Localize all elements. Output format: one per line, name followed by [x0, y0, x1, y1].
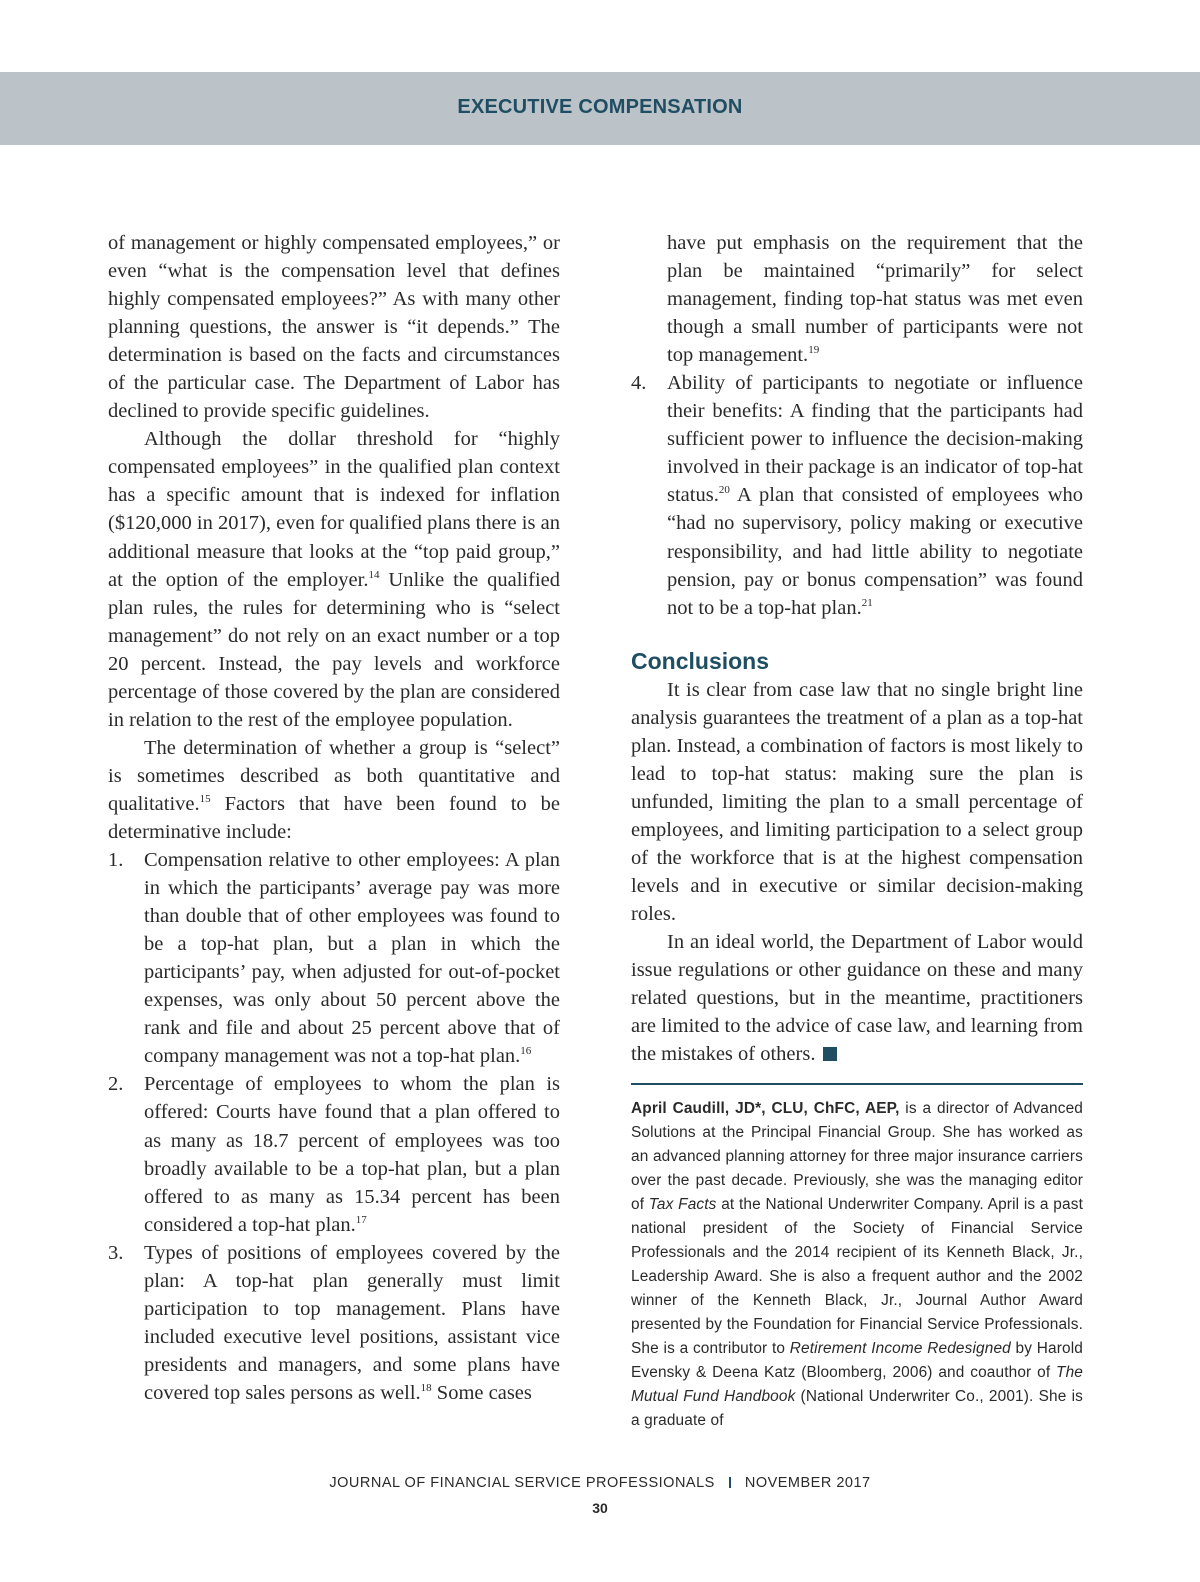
footnote-ref: 20: [718, 484, 730, 497]
paragraph: Although the dollar threshold for “highly compensated employees” in the qualified plan context has a specific amount that is indexed for inflation ($120,000 in 2017), even for qualified plans there is an additional measure that looks at the “top paid group,” at the option of the employer.$^{14}$ Unlike the qualified plan rules, the rules for determining who is “select management” do not rely on an exact number or a top 20 percent. Instead, the pay levels and workforce percentage of those covered by the plan are considered in relation to the rest of the employee population.: [108, 428, 560, 731]
footnote-ref: 18: [420, 1382, 432, 1395]
footnote-ref: 19: [808, 344, 820, 357]
publication-title: The Mutual Fund Handbook: [631, 1364, 1083, 1406]
footer-journal: [0, 1475, 1200, 1491]
footnote-ref: 15: [199, 793, 211, 806]
list-item: 1. Compensation relative to other employees: A plan in which the participants’ average pay was more than double that of other employees was found to be a top-hat plan, but a plan in which the participants’ pay, when adjusted for out-of-pocket expenses, was only about 50 percent above the rank and file and about 25 percent above that of company management was not a top-hat plan.$^{16}$: [108, 846, 560, 1070]
publication-title: Retirement Income Redesigned: [789, 1340, 1011, 1358]
paragraph: It is clear from case law that no single bright line analysis guarantees the treatment of a plan as a top-hat plan. Instead, a combination of factors is most likely to lead to top-hat status: making sure the plan is unfunded, limiting the plan to a small percentage of employees, and limiting participation to a select group of the workforce that is at the highest compensation levels and in executive or similar decision-making roles.: [631, 678, 1083, 926]
end-mark-icon: [823, 1047, 837, 1061]
list-item: 3. Types of positions of employees covered by the plan: A top-hat plan generally must limit participation to top management. Plans have included executive level positions, assistant vice presidents and managers, and some plans have covered top sales persons as well.$^{18}$ Some cases: [108, 1239, 560, 1407]
left-column: [108, 229, 560, 1407]
footer-separator: [729, 1477, 731, 1488]
factors-list: [108, 846, 560, 1407]
list-item-continued: have put emphasis on the requirement that the plan be maintained “primarily” for select management, finding top-hat status was met even though a small number of participants were not top management.$^{19}$: [667, 232, 1083, 367]
footnote-ref: 17: [355, 1213, 367, 1226]
paragraph: The determination of whether a group is “select” is sometimes described as both quantitative and qualitative.$^{15}$ Factors that have been found to be determinative include:: [108, 736, 560, 843]
footnote-ref: 14: [368, 568, 380, 581]
bio-divider: [631, 1083, 1083, 1085]
page-number: 30: [592, 1500, 608, 1516]
list-item: 2. Percentage of employees to whom the plan is offered: Courts have found that a plan offered to as many as 18.7 percent of employees was too broadly available to be a top-hat plan, but a plan offered to as many as 15.34 percent has been considered a top-hat plan.$^{17}$: [108, 1070, 560, 1238]
paragraph: of management or highly compensated employees,” or even “what is the compensation level that defines highly compensated employees?” As with many other planning questions, the answer is “it depends.” The determination is based on the facts and circumstances of the particular case. The Department of Labor has declined to provide specific guidelines.: [108, 232, 560, 423]
section-title: EXECUTIVE COMPENSATION: [457, 96, 743, 118]
author-name: April Caudill, JD*, CLU, ChFC, AEP,: [631, 1100, 900, 1118]
author-bio: April Caudill, JD*, CLU, ChFC, AEP, is a director of Advanced Solutions at the Principal Financial Group. She has worked as an advanced planning attorney for three major insurance carriers over the past decade. Previously, she was the managing editor of Tax Facts at the National Underwriter Company. April is a past national president of the Society of Financial Service Professionals and the 2014 recipient of its Kenneth Black, Jr., Leadership Award. She is also a frequent author and the 2002 winner of the Kenneth Black, Jr., Journal Author Award presented by the Foundation for Financial Service Professionals. She is a contributor to Retirement Income Redesigned by Harold Evensky & Deena Katz (Bloomberg, 2006) and coauthor of The Mutual Fund Handbook (National Underwriter Co., 2001). She is a graduate of: [631, 1100, 1083, 1430]
list-number: 1.: [108, 849, 124, 872]
footnote-ref: 16: [520, 1045, 532, 1058]
footnote-ref: 21: [861, 596, 873, 609]
conclusions-heading: Conclusions: [631, 647, 770, 674]
issue-date: NOVEMBER 2017: [744, 1475, 871, 1491]
list-number: 3.: [108, 1241, 124, 1264]
right-column: [631, 229, 1083, 1433]
list-number: 2.: [108, 1073, 124, 1096]
list-item: 4. Ability of participants to negotiate or influence their benefits: A finding that the participants had sufficient power to influence the decision-making involved in their package is an indicator of top-hat status.$^{20}$ A plan that consisted of employees who “had no supervisory, policy making or executive responsibility, and had little ability to negotiate pension, pay or bonus compensation” was found not to be a top-hat plan.$^{21}$: [631, 369, 1083, 621]
paragraph: In an ideal world, the Department of Labor would issue regulations or other guidance on these and many related questions, but in the meantime, practitioners are limited to the advice of case law, and learning from the mistakes of others.: [631, 931, 1083, 1066]
journal-name: JOURNAL OF FINANCIAL SERVICE PROFESSIONALS: [329, 1475, 715, 1491]
publication-title: Tax Facts: [648, 1196, 717, 1214]
list-number: 4.: [631, 372, 647, 395]
